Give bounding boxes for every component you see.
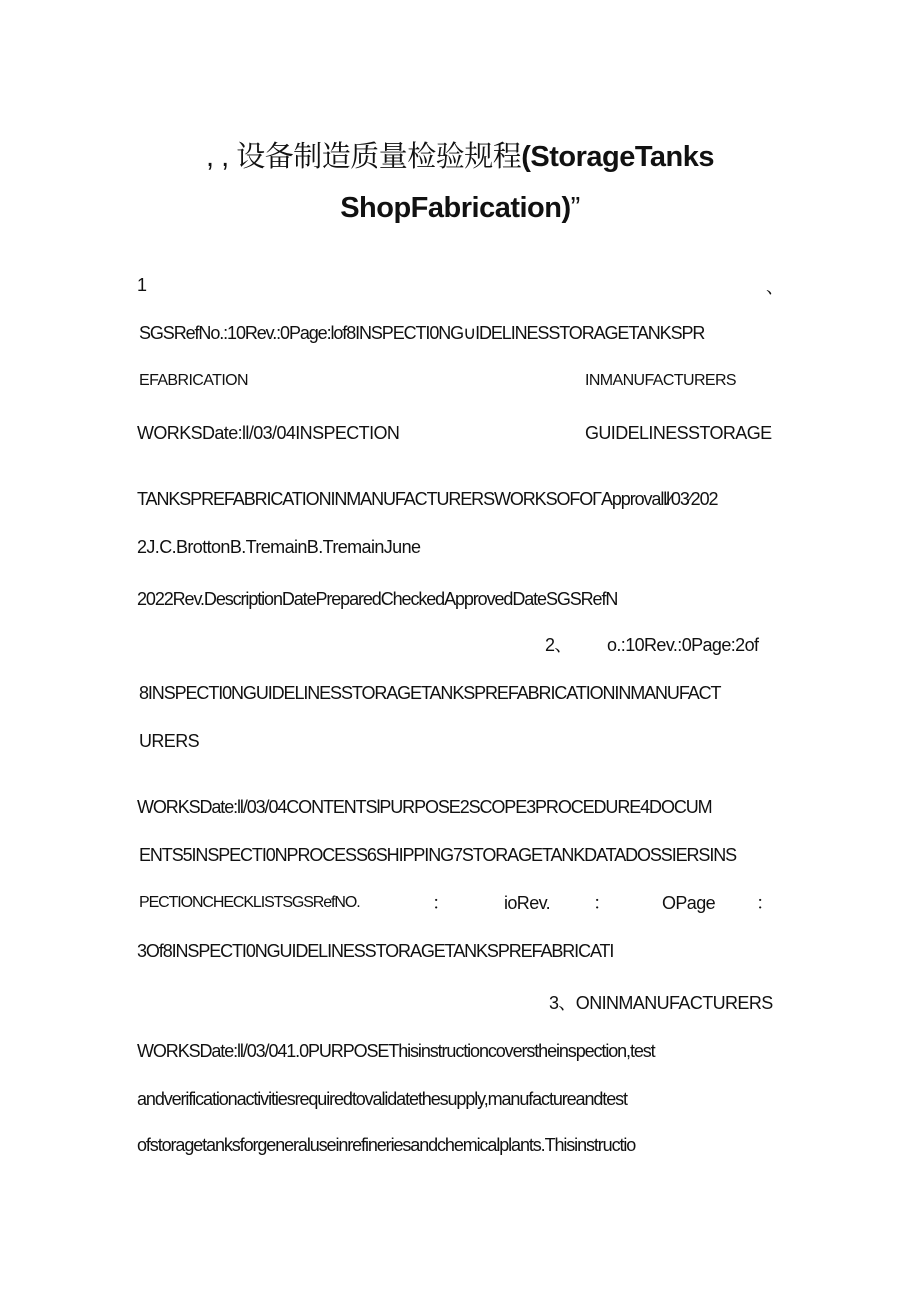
- text-line-8-right: o.:10Rev.:0Page:2of: [607, 635, 759, 655]
- text-line-13-c: ioRev.: [504, 893, 551, 913]
- text-line-14: 3Of8INSPECTI0NGUIDELINESSTORAGETANKSPREFABRICATI: [137, 941, 614, 961]
- document-title-line-2: [0, 192, 920, 225]
- section-number-1: 1: [137, 275, 147, 295]
- text-line-6: 2J.C.BrottonB.TremainB.TremainJune: [137, 537, 421, 557]
- text-line-13-e: OPage: [662, 893, 716, 913]
- text-line-13-d: ：: [593, 893, 611, 913]
- text-line-3-left: EFABRICATION: [139, 372, 248, 389]
- section-number-2: 2、: [545, 635, 572, 655]
- title-suffix: ”: [570, 192, 580, 224]
- text-line-9: 8INSPECTI0NGUIDELINESSTORAGETANKSPREFABRICATIONINMANUFACT: [139, 683, 721, 703]
- text-line-18: ofstoragetanksforgeneraluseinrefineriesandchemicalplants.Thisinstructio: [137, 1135, 636, 1155]
- text-line-4-right: GUIDELINESSTORAGE: [585, 423, 772, 443]
- text-line-4-left: WORKSDate:ll/03/04INSPECTION: [137, 423, 400, 443]
- text-line-2: SGSRefNo.:10Rev.:0Page:lof8INSPECTI0NG∪IDELINESSTORAGETANKSPR: [139, 323, 705, 343]
- title-prefix: , , 设备制造质量检验规程: [205, 141, 522, 173]
- text-line-13-b: ：: [432, 893, 450, 913]
- text-line-12: ENTS5INSPECTI0NPROCESS6SHIPPING7STORAGETANKDATADOSSIERSINS: [139, 845, 737, 865]
- text-line-13-a: PECTIONCHECKLISTSGSRefNO.: [139, 894, 360, 911]
- section-number-3: 3、ONINMANUFACTURERS: [549, 993, 773, 1013]
- text-line-17: andverificationactivitiesrequiredtovalidatethesupply,manufactureandtest: [137, 1089, 627, 1109]
- text-line-11: WORKSDate:ll/03/04CONTENTSlPURPOSE2SCOPE3PROCEDURE4DOCUM: [137, 797, 712, 817]
- text-line-7: 2022Rev.DescriptionDatePreparedCheckedApprovedDateSGSRefN: [137, 589, 618, 609]
- text-line-3-right: INMANUFACTURERS: [585, 372, 737, 389]
- title-english-part-2: ShopFabrication): [340, 192, 571, 224]
- text-line-13-f: ：: [756, 893, 774, 913]
- document-title-line-1: [0, 134, 920, 175]
- text-line-10: URERS: [139, 731, 200, 751]
- text-line-5: TANKSPREFABRICATIONINMANUFACTURERSWORKSOFOΓApprovalll∕03∕202: [137, 489, 718, 509]
- section-separator-1: 、: [766, 277, 784, 297]
- title-english-part-1: (StorageTanks: [521, 141, 715, 173]
- text-line-16: WORKSDate:ll/03/041.0PURPOSEThisinstructioncoverstheinspection,test: [137, 1041, 655, 1061]
